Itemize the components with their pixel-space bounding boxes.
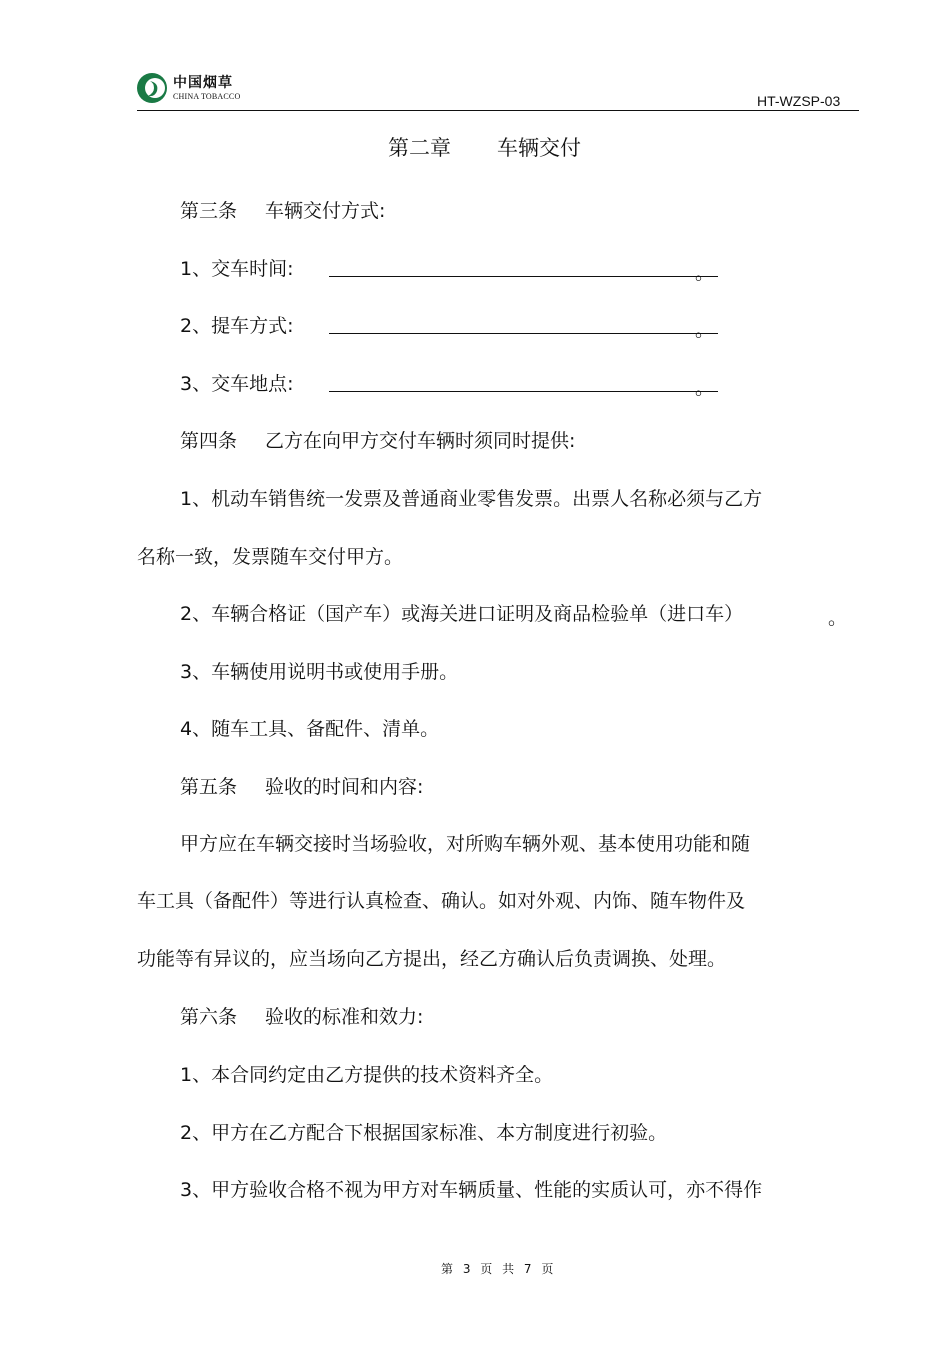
page-number: 第 3 页 共 7 页 (441, 1262, 554, 1276)
article-6-heading (180, 1002, 423, 1029)
pickup-method-field[interactable] (329, 333, 718, 334)
delivery-time-field[interactable] (329, 276, 718, 277)
article-3-heading (180, 196, 385, 223)
article-5-title: 验收的时间和内容: (265, 776, 424, 798)
delivery-time-period: 。 (695, 262, 715, 284)
article-6-label: 第六条 (180, 1006, 238, 1028)
logo-chinese-text: 中国烟草 (173, 75, 233, 91)
chapter-title: 车辆交付 (497, 136, 581, 160)
article-4-heading (180, 426, 575, 453)
document-code: HT-WZSP-03 (757, 93, 841, 109)
article-4-item-1-line-2: 名称一致，发票随车交付甲方。 (137, 546, 404, 568)
delivery-time-label: 1、交车时间: (180, 258, 294, 280)
article-6-item-2: 2、甲方在乙方配合下根据国家标准、本方制度进行初验。 (180, 1122, 668, 1144)
article-6-item-1: 1、本合同约定由乙方提供的技术资料齐全。 (180, 1064, 554, 1086)
article-5-label: 第五条 (180, 776, 238, 798)
delivery-place-period: 。 (695, 377, 715, 399)
article-5-para-line-3: 功能等有异议的，应当场向乙方提出，经乙方确认后负责调换、处理。 (137, 948, 727, 970)
china-tobacco-emblem-icon (135, 71, 169, 105)
article-4-item-2-period: 。 (828, 607, 848, 629)
article-3-title: 车辆交付方式: (265, 200, 386, 222)
article-4-item-4: 4、随车工具、备配件、清单。 (180, 718, 440, 740)
chapter-heading (388, 132, 581, 162)
chapter-number: 第二章 (388, 136, 451, 160)
header-divider (137, 110, 859, 111)
logo-english-text: CHINA TOBACCO (173, 92, 241, 101)
article-6-title: 验收的标准和效力: (265, 1006, 424, 1028)
article-3-label: 第三条 (180, 200, 238, 222)
pickup-method-label: 2、提车方式: (180, 315, 294, 337)
article-5-heading (180, 772, 423, 799)
article-4-item-2: 2、车辆合格证（国产车）或海关进口证明及商品检验单（进口车） (180, 603, 744, 625)
article-4-label: 第四条 (180, 430, 238, 452)
article-5-para-line-2: 车工具（备配件）等进行认真检查、确认。如对外观、内饰、随车物件及 (137, 890, 746, 912)
article-6-item-3: 3、甲方验收合格不视为甲方对车辆质量、性能的实质认可，亦不得作 (180, 1179, 763, 1201)
pickup-method-period: 。 (695, 319, 715, 341)
article-4-title: 乙方在向甲方交付车辆时须同时提供: (265, 430, 576, 452)
delivery-place-label: 3、交车地点: (180, 373, 294, 395)
article-4-item-1-line-1: 1、机动车销售统一发票及普通商业零售发票。出票人名称必须与乙方 (180, 488, 763, 510)
china-tobacco-logo (135, 70, 245, 106)
article-4-item-3: 3、车辆使用说明书或使用手册。 (180, 661, 459, 683)
delivery-place-field[interactable] (329, 391, 718, 392)
article-5-para-line-1: 甲方应在车辆交接时当场验收，对所购车辆外观、基本使用功能和随 (180, 833, 751, 855)
